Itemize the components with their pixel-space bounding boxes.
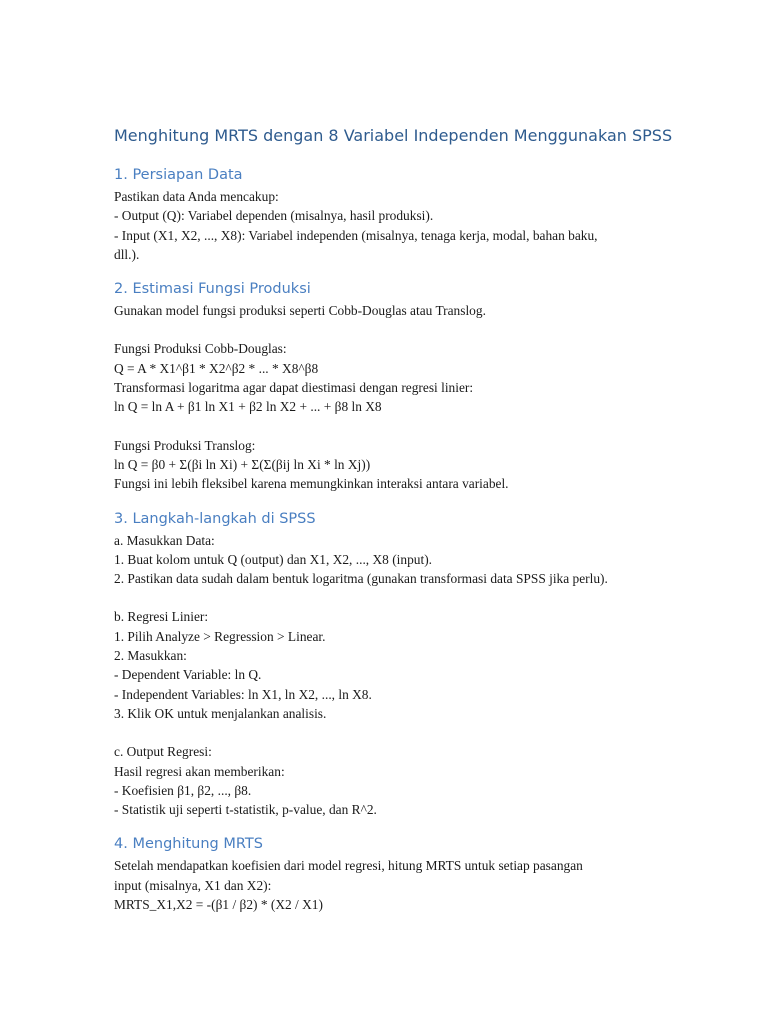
text-line: ln Q = ln A + β1 ln X1 + β2 ln X2 + ... + β8 ln X8 (114, 399, 382, 415)
text-line: - Dependent Variable: ln Q. (114, 667, 262, 683)
section-3 (114, 508, 674, 820)
text-line: input (misalnya, X1 dan X2): (114, 877, 272, 893)
section-heading: 2. Estimasi Fungsi Produksi (114, 281, 311, 298)
blank-line (114, 320, 674, 339)
text-line: c. Output Regresi: (114, 744, 212, 760)
document-body (114, 164, 674, 914)
text-line: Fungsi ini lebih fleksibel karena memungkinkan interaksi antara variabel. (114, 476, 509, 492)
document-page (114, 124, 674, 928)
text-line: - Independent Variables: ln X1, ln X2, ..., ln X8. (114, 686, 372, 702)
text-line: dll.). (114, 246, 140, 262)
blank-line (114, 723, 674, 742)
section-1 (114, 164, 674, 264)
text-line: - Output (Q): Variabel dependen (misalnya, hasil produksi). (114, 208, 434, 224)
text-line: 3. Klik OK untuk menjalankan analisis. (114, 705, 327, 721)
text-line: MRTS_X1,X2 = -(β1 / β2) * (X2 / X1) (114, 897, 323, 913)
section-heading: 4. Menghitung MRTS (114, 836, 263, 853)
text-line: Setelah mendapatkan koefisien dari model regresi, hitung MRTS untuk setiap pasangan (114, 858, 583, 874)
text-line: - Koefisien β1, β2, ..., β8. (114, 782, 252, 798)
section-heading: 1. Persiapan Data (114, 167, 243, 183)
text-line: a. Masukkan Data: (114, 532, 215, 548)
text-line: Fungsi Produksi Translog: (114, 437, 256, 453)
blank-line (114, 588, 674, 607)
text-line: 1. Pilih Analyze > Regression > Linear. (114, 628, 326, 644)
text-line: 1. Buat kolom untuk Q (output) dan X1, X2, ..., X8 (input). (114, 551, 433, 567)
text-line: Pastikan data Anda mencakup: (114, 189, 279, 204)
text-line: ln Q = β0 + Σ(βi ln Xi) + Σ(Σ(βij ln Xi * ln Xj)) (114, 456, 371, 472)
text-line: 2. Masukkan: (114, 648, 187, 664)
text-line: Q = A * X1^β1 * X2^β2 * ... * X8^β8 (114, 360, 319, 376)
document-title: Menghitung MRTS dengan 8 Variabel Independen Menggunakan SPSS (114, 126, 673, 145)
section-heading: 3. Langkah-langkah di SPSS (114, 510, 316, 527)
text-line: - Statistik uji seperti t-statistik, p-value, dan R^2. (114, 802, 377, 818)
text-line: Hasil regresi akan memberikan: (114, 763, 285, 779)
text-line: Gunakan model fungsi produksi seperti Cobb-Douglas atau Translog. (114, 303, 486, 319)
text-line: b. Regresi Linier: (114, 609, 209, 625)
text-line: Fungsi Produksi Cobb-Douglas: (114, 341, 287, 357)
blank-line (114, 417, 674, 436)
section-2 (114, 278, 674, 493)
section-4 (114, 833, 674, 914)
text-line: Transformasi logaritma agar dapat diestimasi dengan regresi linier: (114, 380, 474, 396)
text-line: 2. Pastikan data sudah dalam bentuk logaritma (gunakan transformasi data SPSS jika perlu). (114, 571, 608, 587)
text-line: - Input (X1, X2, ..., X8): Variabel independen (misalnya, tenaga kerja, modal, bahan baku, (114, 227, 598, 243)
